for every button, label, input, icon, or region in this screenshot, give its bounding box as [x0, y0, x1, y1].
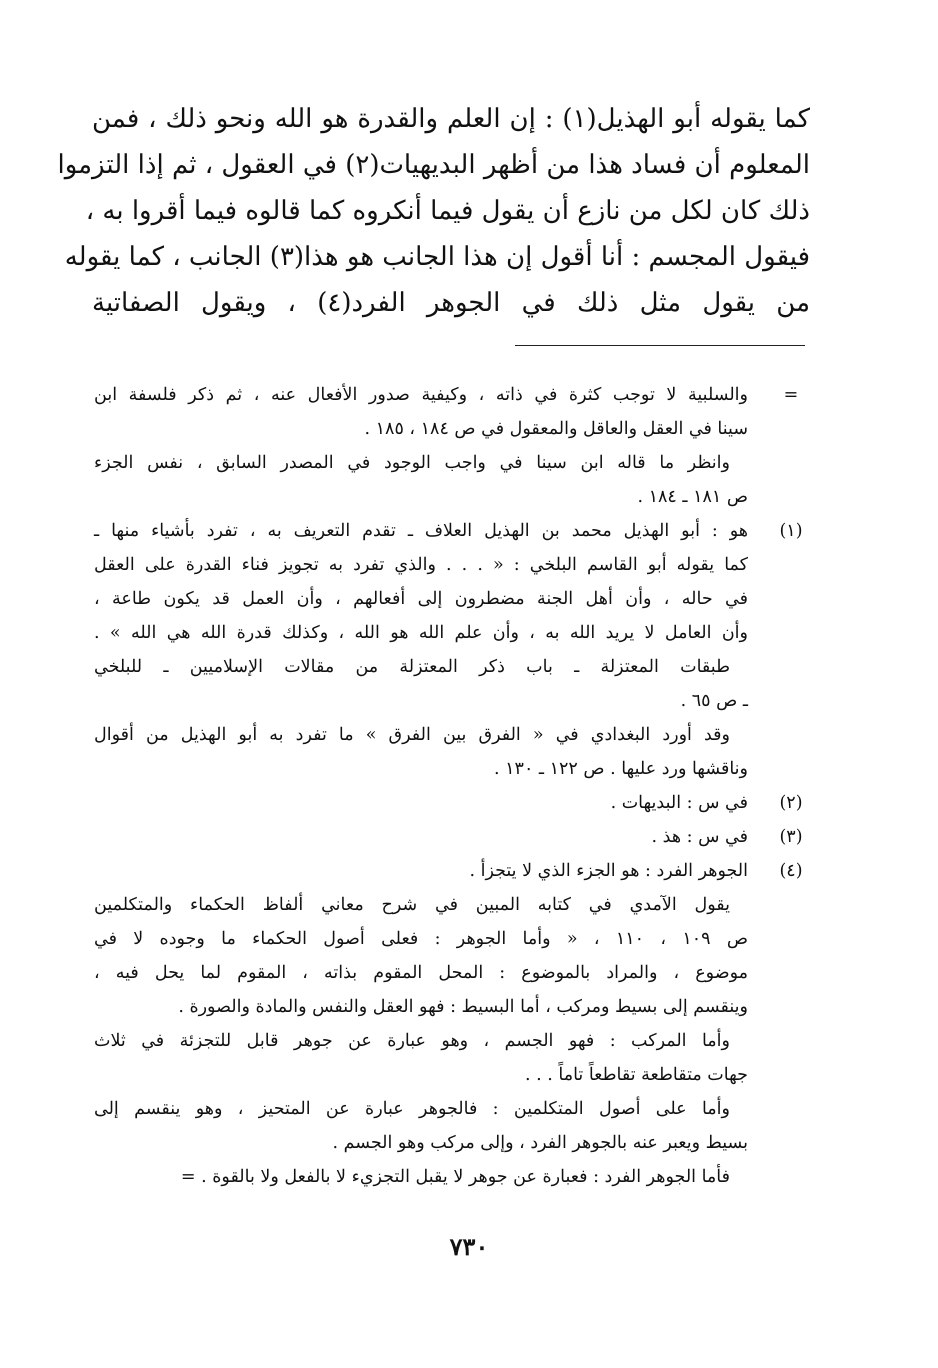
footnote-marker: (١) [779, 521, 803, 541]
footnote-marker: = [783, 385, 799, 405]
footnote-line: هو : أبو الهذيل محمد بن الهذيل العلاف ـ تقدم التعريف به ، تفرد بأشياء منها ـ [94, 521, 748, 541]
footnotes-block [94, 378, 814, 1194]
footnote-line: وينقسم إلى بسيط ومركب ، أما البسيط : فهو العقل والنفس والمادة والصورة . [178, 997, 748, 1017]
footnote-line: وانظر ما قاله ابن سينا في واجب الوجود في المصدر السابق ، نفس الجزء [94, 453, 730, 473]
main-text-line: فيقول المجسم : أنا أقول إن هذا الجانب هو هذا(٣) الجانب ، كما يقوله [64, 242, 810, 272]
footnote-line: وناقشها ورد عليها . ص ١٢٢ ـ ١٣٠ . [494, 759, 748, 779]
footnote-line: ص ١٠٩ ، ١١٠ ، « وأما الجوهر : فعلى أصول الحكماء ما وجوده لا في [94, 929, 748, 949]
footnote-line: فأما الجوهر الفرد : فعبارة عن جوهر لا يقبل التجزيء لا بالفعل ولا بالقوة . = [180, 1167, 730, 1187]
footnote-line: جهات متقاطعة تقاطعاً تاماً . . . [524, 1065, 748, 1085]
footnote-line: وقد أورد البغدادي في « الفرق بين الفرق » ما تفرد به أبو الهذيل من أقوال [94, 725, 730, 745]
footnote-continuation [94, 378, 814, 514]
footnote-line: ـ ص ٦٥ . [680, 691, 748, 711]
footnote-marker: (٣) [779, 827, 803, 847]
footnote-line: كما يقوله أبو القاسم البلخي : « . . . والذي تفرد به تجويز فناء القدرة على العقل [94, 555, 748, 575]
footnote-line: والسلبية لا توجب كثرة في ذاته ، وكيفية صدور الأفعال عنه ، ثم ذكر فلسفة ابن [94, 385, 748, 405]
footnote-line: وأما المركب : فهو الجسم ، وهو عبارة عن جوهر قابل للتجزئة في ثلاث [94, 1031, 730, 1051]
main-text-line: المعلوم أن فساد هذا من أظهر البديهيات(٢) في العقول ، ثم إذا التزموا [57, 150, 810, 180]
footnote-line: الجوهر الفرد : هو الجزء الذي لا يتجزأ . [469, 861, 748, 881]
footnote-marker: (٤) [779, 861, 803, 881]
footnote-separator [515, 345, 805, 346]
main-text-line: من يقول مثل ذلك في الجوهر الفرد(٤) ، ويقول الصفاتية [92, 288, 810, 318]
footnote-line: يقول الآمدي في كتابه المبين في شرح معاني ألفاظ الحكماء والمتكلمين [94, 895, 730, 915]
footnote-3 [94, 820, 814, 854]
footnote-line: طبقات المعتزلة ـ باب ذكر المعتزلة من مقالات الإسلاميين ـ للبلخي [94, 657, 730, 677]
main-text-block [57, 96, 811, 326]
footnote-2 [94, 786, 814, 820]
footnote-4 [94, 854, 814, 1194]
footnote-line: ص ١٨١ ـ ١٨٤ . [637, 487, 748, 507]
footnote-1 [94, 514, 814, 786]
footnote-marker: (٢) [779, 793, 803, 813]
footnote-line: في حاله ، وأن أهل الجنة مضطرون إلى أفعالهم ، وأن العمل قد يكون طاعة ، [94, 589, 748, 609]
main-text-line: ذلك كان لكل من نازع أن يقول فيما أنكروه كما قالوه فيما أقروا به ، [85, 196, 810, 226]
footnote-line: سينا في العقل والعاقل والمعقول في ص ١٨٤ ، ١٨٥ . [364, 419, 748, 439]
footnote-line: في س : البديهات . [610, 793, 748, 813]
footnote-line: وأما على أصول المتكلمين : فالجوهر عبارة عن المتحيز ، وهو ينقسم إلى [94, 1099, 730, 1119]
footnote-line: في س : هذ . [651, 827, 748, 847]
footnote-line: موضوع ، والمراد بالموضوع : المحل المقوم بذاته ، المقوم لما يحل فيه ، [94, 963, 748, 983]
main-text-line: كما يقوله أبو الهذيل(١) : إن العلم والقدرة هو الله ونحو ذلك ، فمن [92, 104, 811, 134]
footnote-line: وأن العامل لا يريد الله به ، وأن علم الله هو الله ، وكذلك قدرة الله هي الله » . [94, 623, 748, 643]
page-number: ٧٣٠ [449, 1232, 489, 1261]
footnote-line: بسيط ويعبر عنه بالجوهر الفرد ، وإلى مركب وهو الجسم . [332, 1133, 748, 1153]
